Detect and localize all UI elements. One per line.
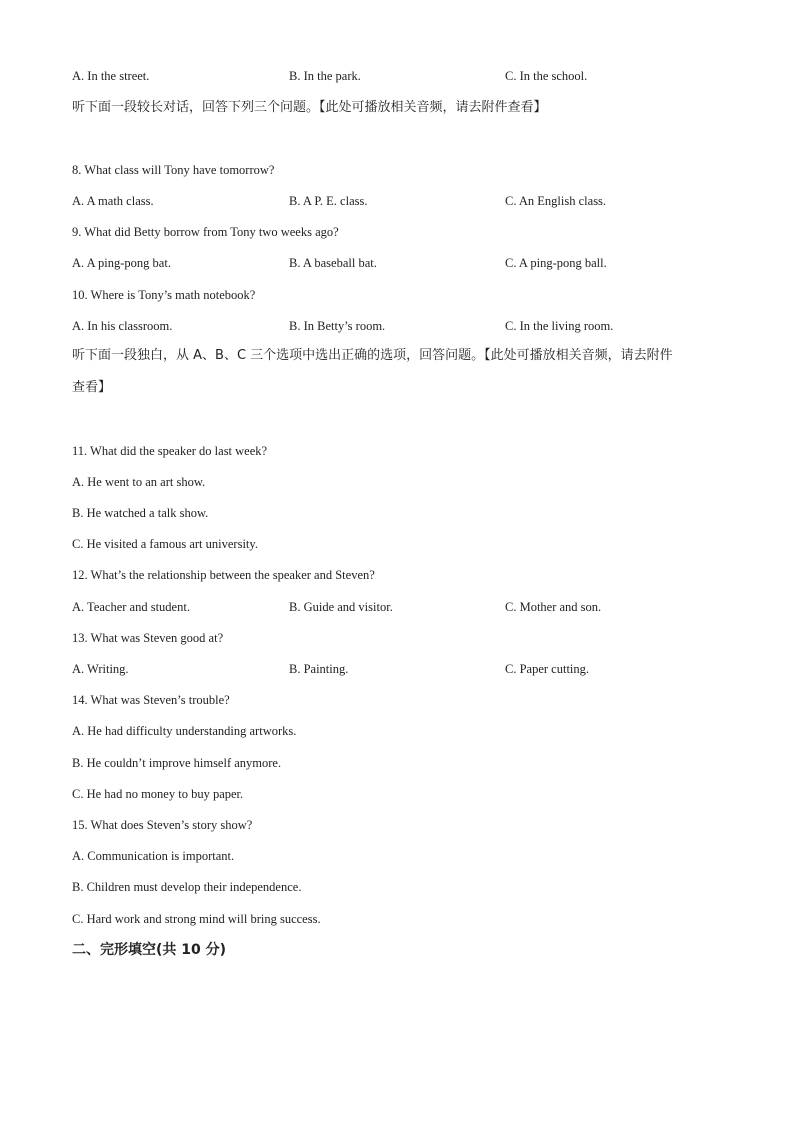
question-12: 12. What’s the relationship between the speaker and Steven? — [72, 568, 375, 582]
option-b: B. Children must develop their independence. — [72, 880, 302, 894]
instruction-text: 听下面一段较长对话，回答下列三个问题。【此处可播放相关音频，请去附件查看】 — [72, 100, 547, 115]
option-c: C. He had no money to buy paper. — [72, 787, 244, 801]
option-a: A. In the street. — [72, 69, 150, 83]
option-a: A. Writing. — [72, 662, 129, 676]
option-a: A. He went to an art show. — [72, 475, 206, 489]
option-c: C. A ping-pong ball. — [505, 256, 607, 270]
option-b: B. He couldn’t improve himself anymore. — [72, 756, 282, 770]
section-heading: 二、完形填空(共 10 分) — [72, 942, 227, 958]
instruction-text: 听下面一段独白，从 A、B、C 三个选项中选出正确的选项，回答问题。【此处可播放相关音频，请去附件 — [72, 348, 673, 363]
option-c: C. Hard work and strong mind will bring success. — [72, 912, 321, 926]
option-b: B. A baseball bat. — [289, 256, 377, 270]
instruction-text-cont: 查看】 — [72, 380, 112, 395]
option-a: A. In his classroom. — [72, 319, 173, 333]
option-c: C. Paper cutting. — [505, 662, 590, 676]
question-14: 14. What was Steven’s trouble? — [72, 693, 230, 707]
question-15: 15. What does Steven’s story show? — [72, 818, 253, 832]
question-13: 13. What was Steven good at? — [72, 631, 224, 645]
option-b: B. He watched a talk show. — [72, 506, 209, 520]
question-9: 9. What did Betty borrow from Tony two weeks ago? — [72, 225, 339, 239]
option-c: C. In the school. — [505, 69, 588, 83]
option-a: A. A math class. — [72, 194, 154, 208]
option-a: A. A ping-pong bat. — [72, 256, 171, 270]
question-10: 10. Where is Tony’s math notebook? — [72, 288, 256, 302]
option-a: A. Teacher and student. — [72, 600, 190, 614]
option-b: B. A P. E. class. — [289, 194, 368, 208]
option-b: B. Guide and visitor. — [289, 600, 393, 614]
option-c: C. Mother and son. — [505, 600, 602, 614]
option-b: B. In Betty’s room. — [289, 319, 386, 333]
option-b: B. Painting. — [289, 662, 349, 676]
option-c: C. He visited a famous art university. — [72, 537, 258, 551]
question-11: 11. What did the speaker do last week? — [72, 444, 268, 458]
option-c: C. In the living room. — [505, 319, 614, 333]
option-c: C. An English class. — [505, 194, 607, 208]
option-a: A. Communication is important. — [72, 849, 235, 863]
question-8: 8. What class will Tony have tomorrow? — [72, 163, 275, 177]
option-b: B. In the park. — [289, 69, 361, 83]
option-a: A. He had difficulty understanding artworks. — [72, 724, 297, 738]
